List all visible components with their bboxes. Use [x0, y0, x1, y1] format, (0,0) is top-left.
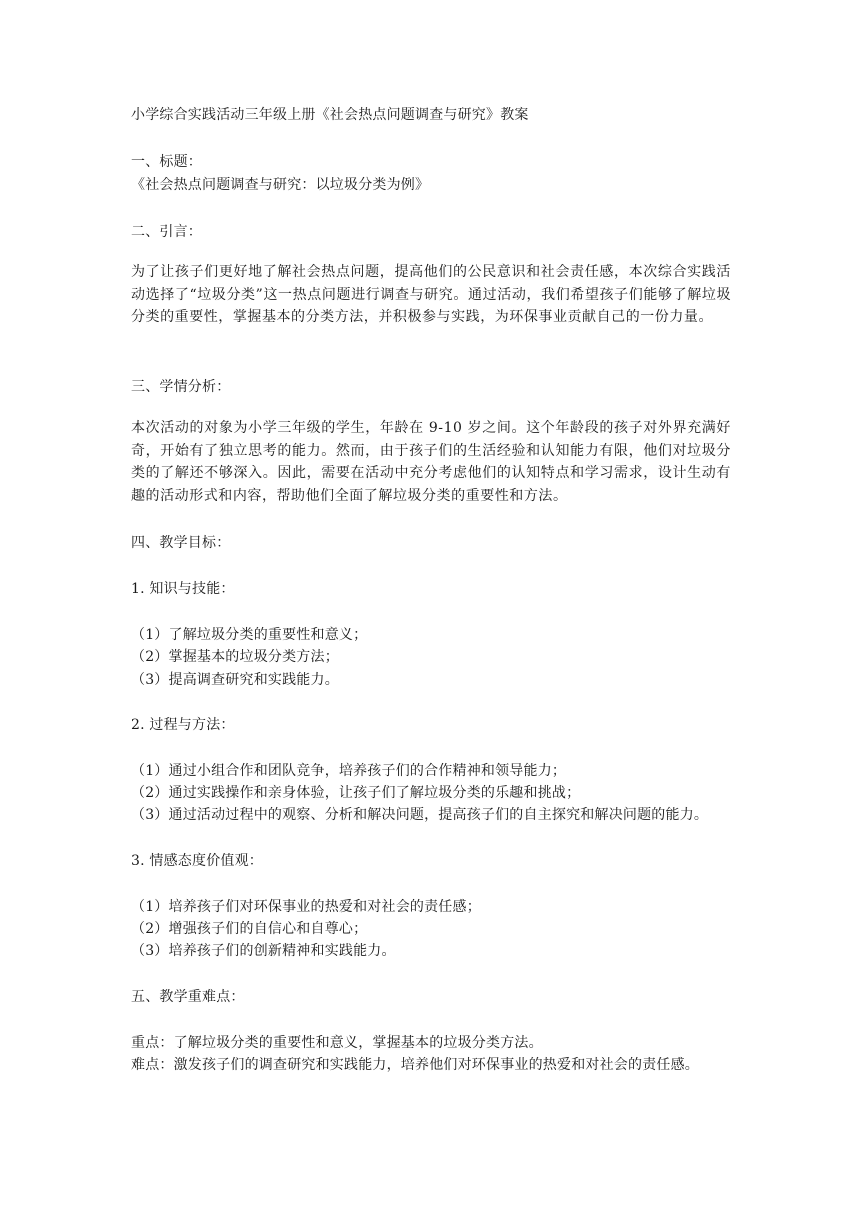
goal-1-heading: 1. 知识与技能：	[131, 581, 235, 597]
section-1-text: 《社会热点问题调查与研究：以垃圾分类为例》	[131, 177, 430, 193]
goal-2-heading: 2. 过程与方法：	[131, 717, 235, 733]
goal-3-heading: 3. 情感态度价值观：	[131, 853, 264, 869]
section-1-heading: 一、标题：	[131, 154, 202, 170]
goal-3-item: （2）增强孩子们的自信心和自尊心；	[131, 921, 368, 937]
section-5-heading: 五、教学重难点：	[131, 989, 245, 1005]
goal-3-item: （1）培养孩子们对环保事业的热爱和对社会的责任感；	[131, 899, 481, 915]
section-2-heading: 二、引言：	[131, 224, 202, 240]
section-2-paragraph: 为了让孩子们更好地了解社会热点问题，提高他们的公民意识和社会责任感，本次综合实践活动选择了“垃圾分类”这一热点问题进行调查与研究。通过活动，我们希望孩子们能够了解垃圾分类的重要性，掌握基本的分类方法，并积极参与实践，为环保事业贡献自己的一份力量。	[131, 264, 731, 326]
key-point: 重点：了解垃圾分类的重要性和意义，掌握基本的垃圾分类方法。	[131, 1035, 543, 1051]
goal-1-item: （2）掌握基本的垃圾分类方法；	[131, 649, 339, 665]
document-title: 小学综合实践活动三年级上册《社会热点问题调查与研究》教案	[131, 107, 529, 123]
section-3-paragraph: 本次活动的对象为小学三年级的学生，年龄在 9-10 岁之间。这个年龄段的孩子对外界充满好奇，开始有了独立思考的能力。然而，由于孩子们的生活经验和认知能力有限，他们对垃圾分类的了解还不够深入。因此，需要在活动中充分考虑他们的认知特点和学习需求，设计生动有趣的活动形式和内容，帮助他们全面了解垃圾分类的重要性和方法。	[131, 420, 731, 504]
goal-1-item: （3）提高调查研究和实践能力。	[131, 672, 339, 688]
goal-2-item: （3）通过活动过程中的观察、分析和解决问题，提高孩子们的自主探究和解决问题的能力。	[131, 807, 709, 823]
goal-2-item: （2）通过实践操作和亲身体验，让孩子们了解垃圾分类的乐趣和挑战；	[131, 785, 581, 801]
difficult-point: 难点：激发孩子们的调查研究和实践能力，培养他们对环保事业的热爱和对社会的责任感。	[131, 1057, 699, 1073]
goal-2-item: （1）通过小组合作和团队竞争，培养孩子们的合作精神和领导能力；	[131, 763, 567, 779]
section-4-heading: 四、教学目标：	[131, 535, 231, 551]
goal-3-item: （3）培养孩子们的创新精神和实践能力。	[131, 943, 396, 959]
section-3-heading: 三、学情分析：	[131, 379, 231, 395]
goal-1-item: （1）了解垃圾分类的重要性和意义；	[131, 627, 368, 643]
